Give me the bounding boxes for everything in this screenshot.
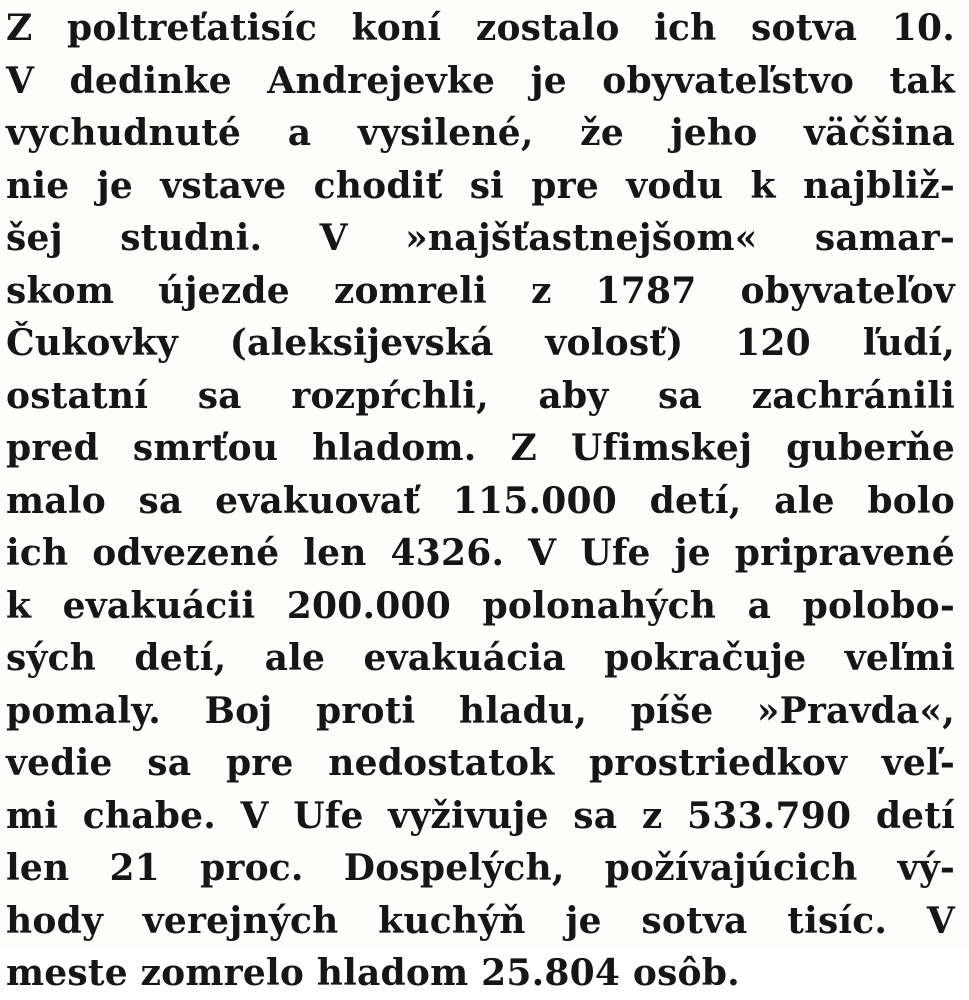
text-line: sých detí, ale evakuácia pokračuje veľmi xyxy=(6,637,955,679)
text-line: ich odvezené len 4326. V Ufe je pripravené xyxy=(6,532,955,574)
text-line: hody verejných kuchýň je sotva tisíc. V xyxy=(6,899,955,942)
text-line: meste zomrelo hladom 25.804 osôb. xyxy=(6,952,740,994)
text-line: nie je vstave chodiť si pre vodu k najbliž- xyxy=(6,164,955,207)
text-line: šej studni. V »najšťastnejšom« samar- xyxy=(6,217,955,259)
text-line: len 21 proc. Dospelých, požívajúcich vý- xyxy=(6,847,955,889)
text-line: pomaly. Boj proti hladu, píše »Pravda«, xyxy=(6,689,955,732)
text-line: Čukovky (aleksijevská volosť) 120 ľudí, xyxy=(6,322,955,364)
text-line: malo sa evakuovať 115.000 detí, ale bolo xyxy=(6,479,955,522)
text-line: V dedinke Andrejevke je obyvateľstvo tak xyxy=(6,59,955,102)
text-line: Z poltreťatisíc koní zostalo ich sotva 10. xyxy=(6,7,955,49)
text-line: vedie sa pre nedostatok prostriedkov veľ- xyxy=(6,742,955,784)
text-line: pred smrťou hladom. Z Ufimskej guberňe xyxy=(6,427,955,469)
text-line: k evakuácii 200.000 polonahých a polobo- xyxy=(6,584,955,627)
article-text xyxy=(6,2,955,1000)
text-line: skom újezde zomreli z 1787 obyvateľov xyxy=(6,269,955,312)
text-line: ostatní sa rozpŕchli, aby sa zachránili xyxy=(6,374,955,417)
text-line: mi chabe. V Ufe vyživuje sa z 533.790 detí xyxy=(6,794,955,837)
text-line: vychudnuté a vysilené, že jeho väčšina xyxy=(6,112,955,154)
